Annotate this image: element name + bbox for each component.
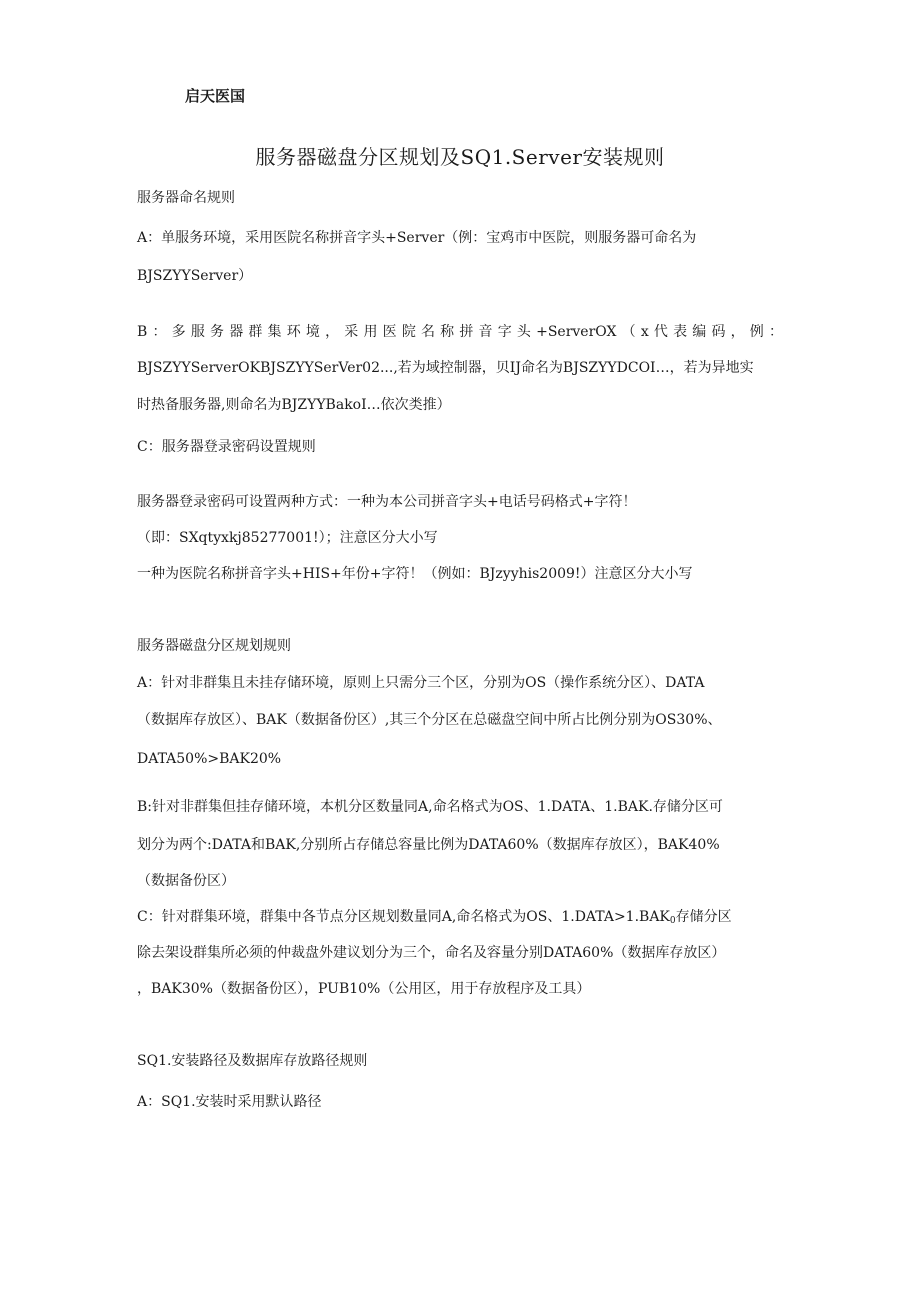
page-title: 服务器磁盘分区规划及SQ1.Server安装规则 (255, 145, 665, 169)
naming-a-line2: BJSZYYServer） (137, 268, 253, 284)
disk-c-line1-pre: C：针对群集环境，群集中各节点分区规划数量同A,命名格式为OS、1.DATA>1.BAK (137, 909, 670, 925)
sql-heading: SQ1.安装路径及数据库存放路径规则 (137, 1053, 368, 1069)
naming-b-line1: B：多服务器群集环境，采用医院名称拼音字头+ServerOX（x代表编码，例： (137, 324, 783, 340)
naming-b-line2: BJSZYYServerOKBJSZYYSerVer02...,若为域控制器，贝IJ命名为BJSZYYDCOI…，若为异地实 (137, 360, 754, 376)
disk-b-line3: （数据备份区） (137, 873, 235, 889)
disk-a-line1: A：针对非群集且未挂存储环境，原则上只需分三个区，分别为OS（操作系统分区）、DATA (137, 675, 705, 691)
disk-b-line1: B:针对非群集但挂存储环境，本机分区数量同A,命名格式为OS、1.DATA、1.BAK.存储分区可 (137, 799, 723, 815)
disk-a-line3: DATA50%>BAK20% (137, 751, 282, 767)
sql-a-line1: A：SQ1.安装时采用默认路径 (137, 1094, 322, 1110)
password-line1: 服务器登录密码可设置两种方式：一种为本公司拼音字头+电话号码格式+字符！ (137, 494, 637, 510)
disk-a-line2: （数据库存放区）、BAK（数据备份区）,其三个分区在总磁盘空间中所占比例分别为OS30%、 (137, 712, 722, 728)
disk-c-line3: ，BAK30%（数据备份区），PUB10%（公用区，用于存放程序及工具） (137, 981, 591, 997)
password-heading: C：服务器登录密码设置规则 (137, 439, 316, 455)
naming-a-line1: A：单服务环境，采用医院名称拼音字头+Server（例：宝鸡市中医院，则服务器可命名为 (137, 230, 697, 246)
naming-b-line3: 时热备服务器,则命名为BJZYYBakoI…依次类推） (137, 397, 451, 413)
disk-c-line1-sub: 0 (669, 916, 676, 926)
company-header: 启天医国 (185, 87, 246, 105)
disk-c-line1 (137, 907, 732, 931)
disk-b-line2: 划分为两个:DATA和BAK,分别所占存储总容量比例为DATA60%（数据库存放区），BAK40% (137, 837, 720, 853)
disk-heading: 服务器磁盘分区规划规则 (137, 638, 291, 654)
disk-c-line2: 除去架设群集所必须的仲裁盘外建议划分为三个，命名及容量分别DATA60%（数据库存放区） (137, 945, 726, 961)
password-line2: （即：SXqtyxkj85277001!）；注意区分大小写 (137, 530, 438, 546)
naming-heading: 服务器命名规则 (137, 190, 235, 206)
password-line3: 一种为医院名称拼音字头+HIS+年份+字符！（例如：BJzyyhis2009!）注意区分大小写 (137, 566, 693, 582)
disk-c-line1-post: 存储分区 (675, 909, 732, 925)
